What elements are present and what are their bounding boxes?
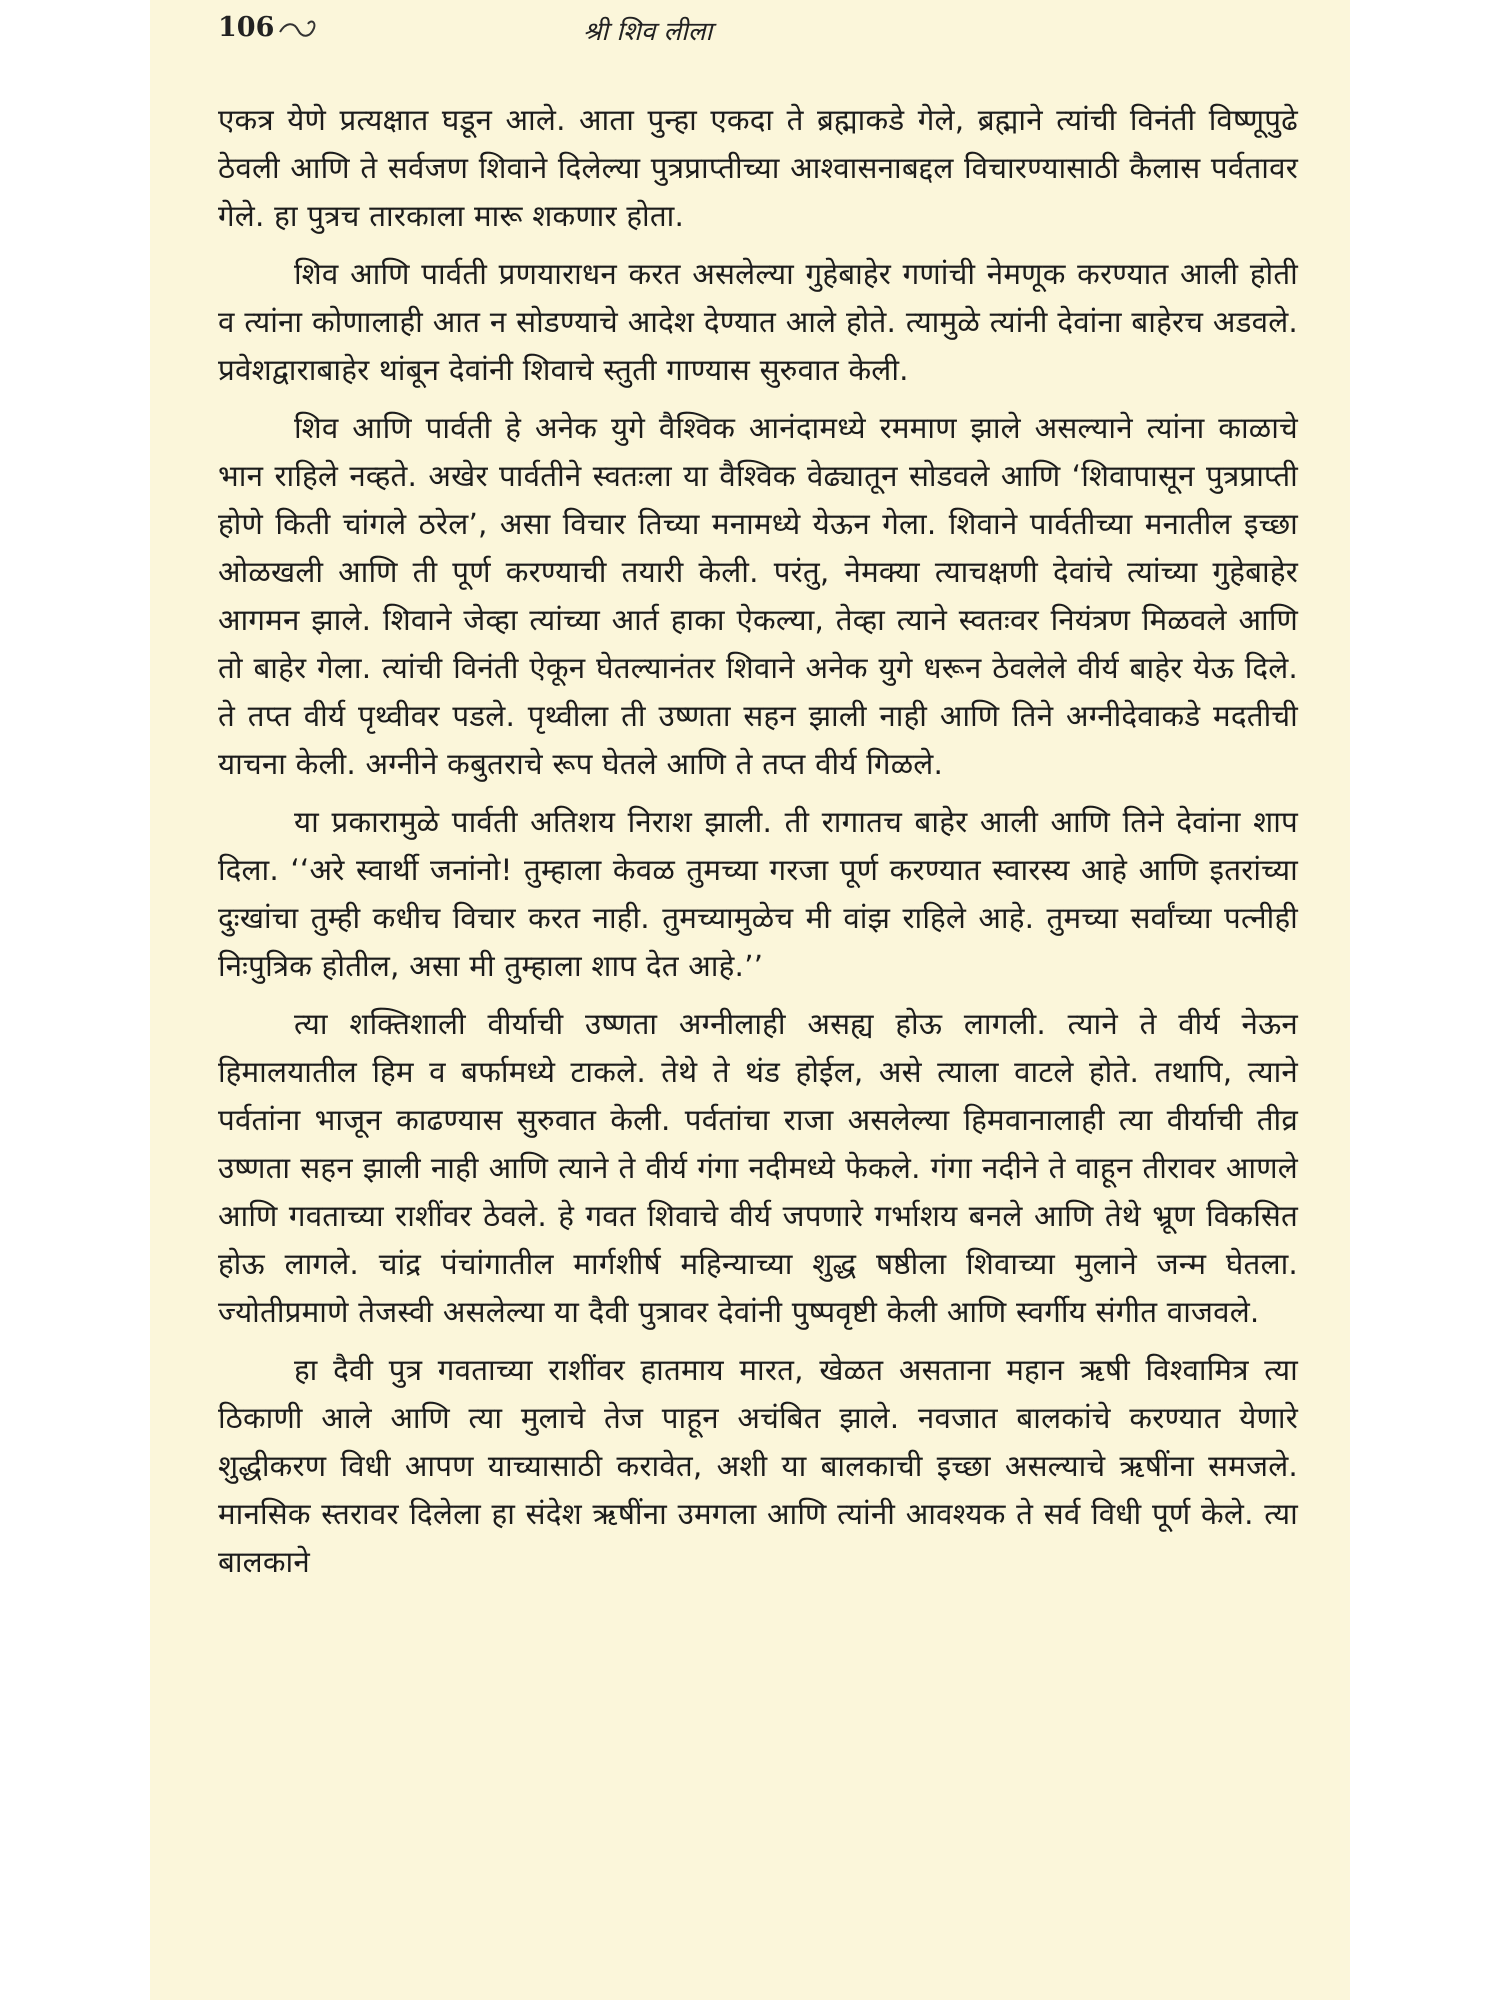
swirl-ornament-icon — [278, 16, 322, 42]
body-text — [218, 96, 1298, 1586]
running-title: श्री शिव लीला — [583, 17, 713, 47]
paragraph: शिव आणि पार्वती प्रणयाराधन करत असलेल्या गुहेबाहेर गणांची नेमणूक करण्यात आली होती व त्यांना कोणालाही आत न सोडण्याचे आदेश देण्यात आले होते. त्यामुळे त्यांनी देवांना बाहेरच अडवले. प्रवेशद्वाराबाहेर थांबून देवांनी शिवाचे स्तुती गाण्यास सुरुवात केली. — [218, 257, 1298, 387]
paragraph: हा दैवी पुत्र गवताच्या राशींवर हातमाय मारत, खेळत असताना महान ऋषी विश्वामित्र त्या ठिकाणी आले आणि त्या मुलाचे तेज पाहून अचंबित झाले. नवजात बालकांचे करण्यात येणारे शुद्धीकरण विधी आपण याच्यासाठी करावेत, अशी या बालकाची इच्छा असल्याचे ऋषींना समजले. मानसिक स्तरावर दिलेला हा संदेश ऋषींना उमगला आणि त्यांनी आवश्यक ते सर्व विधी पूर्ण केले. त्या बालकाने — [218, 1353, 1298, 1579]
paragraph: या प्रकारामुळे पार्वती अतिशय निराश झाली. ती रागातच बाहेर आली आणि तिने देवांना शाप दिला. ‘‘अरे स्वार्थी जनांनो! तुम्हाला केवळ तुमच्या गरजा पूर्ण करण्यात स्वारस्य आहे आणि इतरांच्या दुःखांचा तुम्ही कधीच विचार करत नाही. तुमच्यामुळेच मी वांझ राहिले आहे. तुमच्या सर्वांच्या पत्नीही निःपुत्रिक होतील, असा मी तुम्हाला शाप देत आहे.’’ — [218, 805, 1298, 983]
paragraph: शिव आणि पार्वती हे अनेक युगे वैश्विक आनंदामध्ये रममाण झाले असल्याने त्यांना काळाचे भान राहिले नव्हते. अखेर पार्वतीने स्वतःला या वैश्विक वेढ्यातून सोडवले आणि ‘शिवापासून पुत्रप्राप्ती होणे किती चांगले ठरेल’, असा विचार तिच्या मनामध्ये येऊन गेला. शिवाने पार्वतीच्या मनातील इच्छा ओळखली आणि ती पूर्ण करण्याची तयारी केली. परंतु, नेमक्या त्याचक्षणी देवांचे त्यांच्या गुहेबाहेर आगमन झाले. शिवाने जेव्हा त्यांच्या आर्त हाका ऐकल्या, तेव्हा त्याने स्वतःवर नियंत्रण मिळवले आणि तो बाहेर गेला. त्यांची विनंती ऐकून घेतल्यानंतर शिवाने अनेक युगे धरून ठेवलेले वीर्य बाहेर येऊ दिले. ते तप्त वीर्य पृथ्वीवर पडले. पृथ्वीला ती उष्णता सहन झाली नाही आणि तिने अग्नीदेवाकडे मदतीची याचना केली. अग्नीने कबुतराचे रूप घेतले आणि ते तप्त वीर्य गिळले. — [218, 411, 1298, 781]
paragraph: त्या शक्तिशाली वीर्याची उष्णता अग्नीलाही असह्य होऊ लागली. त्याने ते वीर्य नेऊन हिमालयातील हिम व बर्फामध्ये टाकले. तेथे ते थंड होईल, असे त्याला वाटले होते. तथापि, त्याने पर्वतांना भाजून काढण्यास सुरुवात केली. पर्वतांचा राजा असलेल्या हिमवानालाही त्या वीर्याची तीव्र उष्णता सहन झाली नाही आणि त्याने ते वीर्य गंगा नदीमध्ये फेकले. गंगा नदीने ते वाहून तीरावर आणले आणि गवताच्या राशींवर ठेवले. हे गवत शिवाचे वीर्य जपणारे गर्भाशय बनले आणि तेथे भ्रूण विकसित होऊ लागले. चांद्र पंचांगातील मार्गशीर्ष महिन्याच्या शुद्ध षष्ठीला शिवाच्या मुलाने जन्म घेतला. ज्योतीप्रमाणे तेजस्वी असलेल्या या दैवी पुत्रावर देवांनी पुष्पवृष्टी केली आणि स्वर्गीय संगीत वाजवले. — [218, 1007, 1298, 1329]
page-header — [218, 12, 1298, 62]
page-number: 106 — [218, 12, 275, 43]
paragraph: एकत्र येणे प्रत्यक्षात घडून आले. आता पुन्हा एकदा ते ब्रह्माकडे गेले, ब्रह्माने त्यांची विनंती विष्णूपुढे ठेवली आणि ते सर्वजण शिवाने दिलेल्या पुत्रप्राप्तीच्या आश्वासनाबद्दल विचारण्यासाठी कैलास पर्वतावर गेले. हा पुत्रच तारकाला मारू शकणार होता. — [218, 103, 1298, 233]
book-page — [150, 0, 1350, 2000]
